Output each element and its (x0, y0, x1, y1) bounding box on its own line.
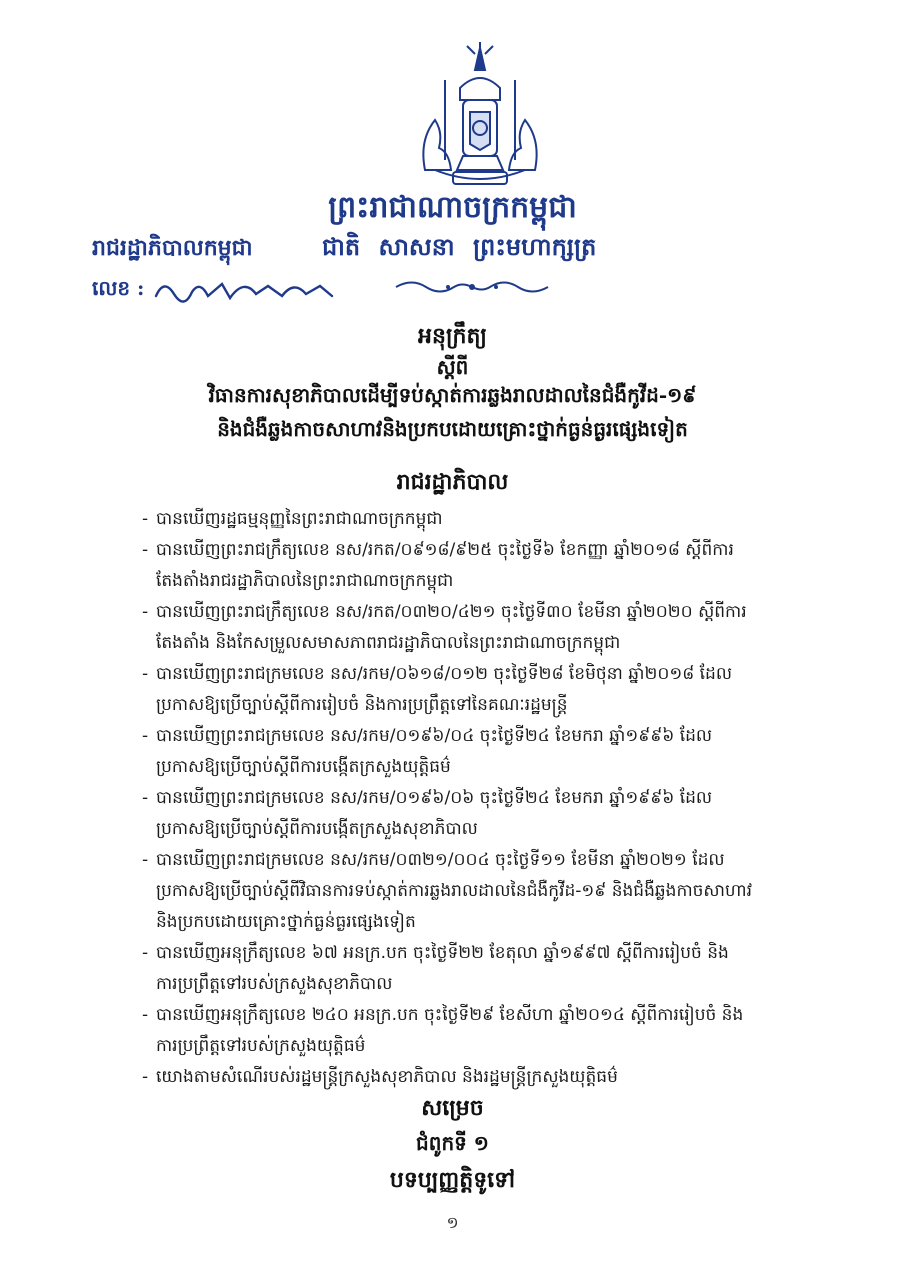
list-item: - បានឃើញព្រះរាជក្រមលេខ នស/រកម/០១៩៦/០៤ ចុះថ្ងៃទី២៤ ខែមករា ឆ្នាំ១៩៩៦ ដែល ប្រកាសឱ្យប្រើច្បាប់ស្ដីពីការបង្កើតក្រសួងយុត្តិធម៌ (142, 726, 713, 777)
list-item: - បានឃើញព្រះរាជក្រមលេខ នស/រកម/០១៩៦/០៦ ចុះថ្ងៃទី២៤ ខែមករា ឆ្នាំ១៩៩៦ ដែល ប្រកាសឱ្យប្រើច្បាប់ស្ដីពីការបង្កើតក្រសួងសុខាភិបាល (142, 788, 713, 839)
title-on-label: ស្ដីពី (436, 355, 469, 379)
royal-emblem-icon (405, 40, 555, 190)
list-item: - បានឃើញអនុក្រឹត្យលេខ ៦៧ អនក្រ.បក ចុះថ្ងៃទី២២ ខែតុលា ឆ្នាំ១៩៩៧ ស្ដីពីការរៀបចំ និង ការប្រព្រឹត្តទៅរបស់ក្រសួងសុខាភិបាល (142, 943, 729, 994)
list-item: - បានឃើញព្រះរាជក្រឹត្យលេខ នស/រកត/០៣២០/៤២១ ចុះថ្ងៃទី៣០ ខែមីនា ឆ្នាំ២០២០ ស្ដីពីការ តែងតាំង និងកែសម្រួលសមាសភាពរាជរដ្ឋាភិបាលនៃព្រះរាជាណាចក្រកម្ពុជា (142, 602, 747, 653)
subject-line-1: វិធានការសុខាភិបាលដើម្បីទប់ស្កាត់ការឆ្លងរាលដាលនៃជំងឺកូវីដ-១៩ (208, 383, 697, 407)
document-type: អនុក្រឹត្យ (418, 323, 487, 349)
issuer-heading: រាជរដ្ឋាភិបាល (396, 469, 509, 495)
list-item: - បានឃើញព្រះរាជក្រឹត្យលេខ នស/រកត/០៩១៨/៩២៥ ចុះថ្ងៃទី៦ ខែកញ្ញា ឆ្នាំ២០១៨ ស្ដីពីការ តែងតាំងរាជរដ្ឋាភិបាលនៃព្រះរាជាណាចក្រកម្ពុជា (142, 540, 734, 591)
list-item: - បានឃើញរដ្ឋធម្មនុញ្ញនៃព្រះរាជាណាចក្រកម្ពុជា (142, 509, 443, 529)
list-item: - បានឃើញព្រះរាជក្រមលេខ នស/រកម/០៣២១/០០៤ ចុះថ្ងៃទី១១ ខែមីនា ឆ្នាំ២០២១ ដែល ប្រកាសឱ្យប្រើច្បាប់ស្ដីពីវិធានការទប់ស្កាត់ការឆ្លងរាលដាលនៃជំងឺកូវីដ-១៩ និងជំងឺឆ្លងកាចសាហាវ និងប្រកបដោយគ្រោះថ្នាក់ធ្ងន់ធ្ងរផ្សេងទៀត (142, 850, 752, 932)
chapter-number: ជំពូកទី ១ (416, 1131, 489, 1155)
reference-label: លេខ : (92, 276, 145, 300)
decorative-divider-icon (392, 276, 552, 298)
preamble-list (142, 504, 850, 1093)
list-item: - យោងតាមសំណើរបស់រដ្ឋមន្ត្រីក្រសួងសុខាភិបាល និងរដ្ឋមន្ត្រីក្រសួងយុត្តិធម៌ (142, 1067, 618, 1087)
chapter-title: បទប្បញ្ញត្តិទូទៅ (389, 1167, 516, 1193)
kingdom-name: ព្រះរាជាណាចក្រកម្ពុជា (328, 190, 577, 225)
reference-number (92, 272, 337, 308)
handwritten-reference-icon (152, 272, 337, 308)
subject-line-2: និងជំងឺឆ្លងកាចសាហាវនិងប្រកបដោយគ្រោះថ្នាក់ធ្ងន់ធ្ងរផ្សេងទៀត (217, 417, 688, 441)
decision-heading: សម្រេច (421, 1095, 484, 1121)
page-number: ១ (446, 1213, 459, 1232)
issuing-government: រាជរដ្ឋាភិបាលកម្ពុជា (92, 235, 253, 261)
national-motto: ជាតិ សាសនា ព្រះមហាក្សត្រ (322, 232, 597, 261)
list-item: - បានឃើញអនុក្រឹត្យលេខ ២៤០ អនក្រ.បក ចុះថ្ងៃទី២៩ ខែសីហា ឆ្នាំ២០១៤ ស្ដីពីការរៀបចំ និង ការប្រព្រឹត្តទៅរបស់ក្រសួងយុត្តិធម៌ (142, 1005, 744, 1056)
list-item: - បានឃើញព្រះរាជក្រមលេខ នស/រកម/០៦១៨/០១២ ចុះថ្ងៃទី២៨ ខែមិថុនា ឆ្នាំ២០១៨ ដែល ប្រកាសឱ្យប្រើច្បាប់ស្ដីពីការរៀបចំ និងការប្រព្រឹត្តទៅនៃគណៈរដ្ឋមន្ត្រី (142, 664, 733, 715)
